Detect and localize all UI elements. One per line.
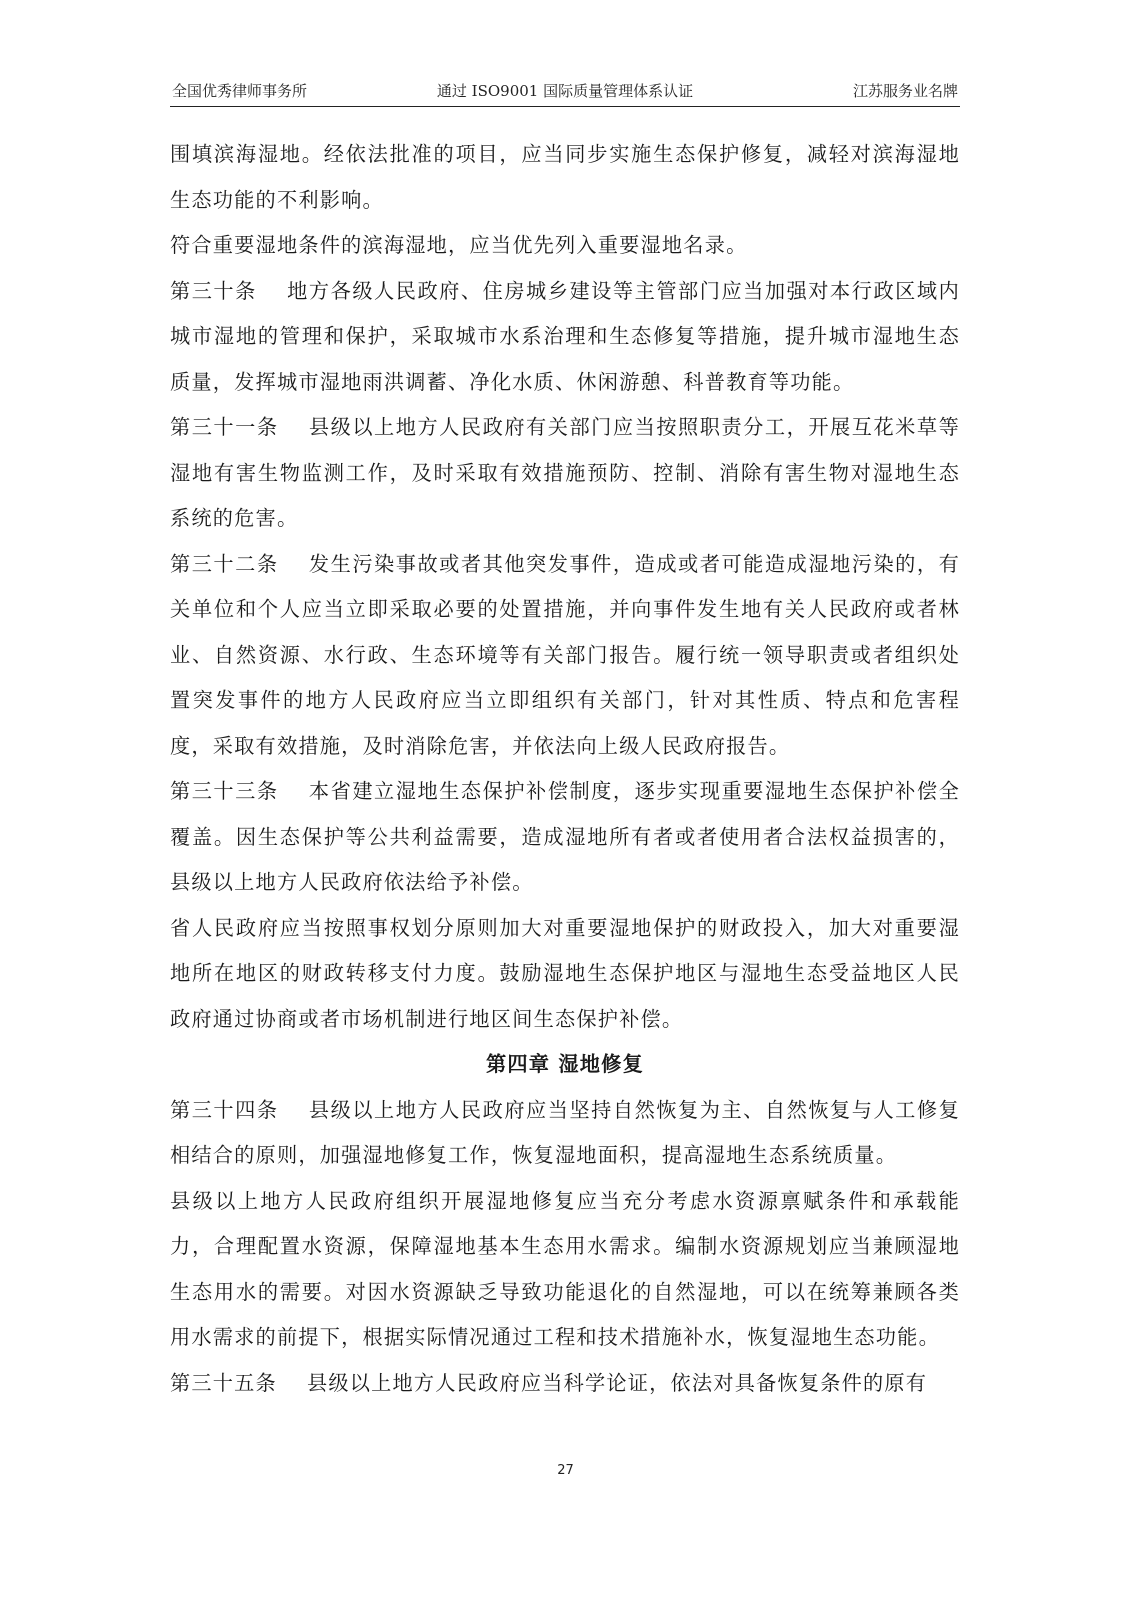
- article-32: 第三十二条 发生污染事故或者其他突发事件，造成或者可能造成湿地污染的，有关单位和个人应当立即采取必要的处置措施，并向事件发生地有关人民政府或者林业、自然资源、水行政、生态环境等有关部门报告。履行统一领导职责或者组织处置突发事件的地方人民政府应当立即组织有关部门，针对其性质、特点和危害程度，采取有效措施，及时消除危害，并依法向上级人民政府报告。: [170, 551, 960, 758]
- article-34: 第三十四条 县级以上地方人民政府应当坚持自然恢复为主、自然恢复与人工修复相结合的原则，加强湿地修复工作，恢复湿地面积，提高湿地生态系统质量。: [170, 1097, 960, 1167]
- paragraph: 围填滨海湿地。经依法批准的项目，应当同步实施生态保护修复，减轻对滨海湿地生态功能的不利影响。: [170, 142, 960, 212]
- paragraph: 县级以上地方人民政府组织开展湿地修复应当充分考虑水资源禀赋条件和承载能力，合理配置水资源，保障湿地基本生态用水需求。编制水资源规划应当兼顾湿地生态用水的需要。对因水资源缺乏导致功能退化的自然湿地，可以在统筹兼顾各类用水需求的前提下，根据实际情况通过工程和技术措施补水，恢复湿地生态功能。: [170, 1188, 960, 1349]
- article-number: 第三十一条: [170, 415, 279, 439]
- article-number: 第三十二条: [170, 551, 279, 576]
- article-number: 第三十条: [170, 278, 257, 303]
- document-body: [170, 132, 960, 1406]
- article-number: 第三十四条: [170, 1097, 279, 1122]
- header-firm-title: 全国优秀律师事务所: [172, 82, 308, 100]
- article-number: 第三十五条: [170, 1370, 277, 1395]
- header-brand: 江苏服务业名牌: [852, 82, 958, 100]
- chapter-heading: 第四章 湿地修复: [486, 1052, 644, 1076]
- page-header: [170, 80, 960, 108]
- header-divider: [170, 106, 960, 107]
- paragraph: 符合重要湿地条件的滨海湿地，应当优先列入重要湿地名录。: [170, 233, 748, 257]
- article-35: 第三十五条 县级以上地方人民政府应当科学论证，依法对具备恢复条件的原有: [170, 1370, 928, 1395]
- page-number: 27: [557, 1463, 574, 1478]
- article-30: 第三十条 地方各级人民政府、住房城乡建设等主管部门应当加强对本行政区域内城市湿地的管理和保护，采取城市水系治理和生态修复等措施，提升城市湿地生态质量，发挥城市湿地雨洪调蓄、净化水质、休闲游憩、科普教育等功能。: [170, 278, 960, 394]
- article-33: 第三十三条 本省建立湿地生态保护补偿制度，逐步实现重要湿地生态保护补偿全覆盖。因生态保护等公共利益需要，造成湿地所有者或者使用者合法权益损害的，县级以上地方人民政府依法给予补偿。: [170, 779, 960, 894]
- header-certification: 通过 ISO9001 国际质量管理体系认证: [436, 82, 694, 100]
- article-31: 第三十一条 县级以上地方人民政府有关部门应当按照职责分工，开展互花米草等湿地有害生物监测工作，及时采取有效措施预防、控制、消除有害生物对湿地生态系统的危害。: [170, 415, 960, 530]
- paragraph: 省人民政府应当按照事权划分原则加大对重要湿地保护的财政投入，加大对重要湿地所在地区的财政转移支付力度。鼓励湿地生态保护地区与湿地生态受益地区人民政府通过协商或者市场机制进行地区间生态保护补偿。: [170, 915, 960, 1031]
- article-number: 第三十三条: [170, 779, 279, 803]
